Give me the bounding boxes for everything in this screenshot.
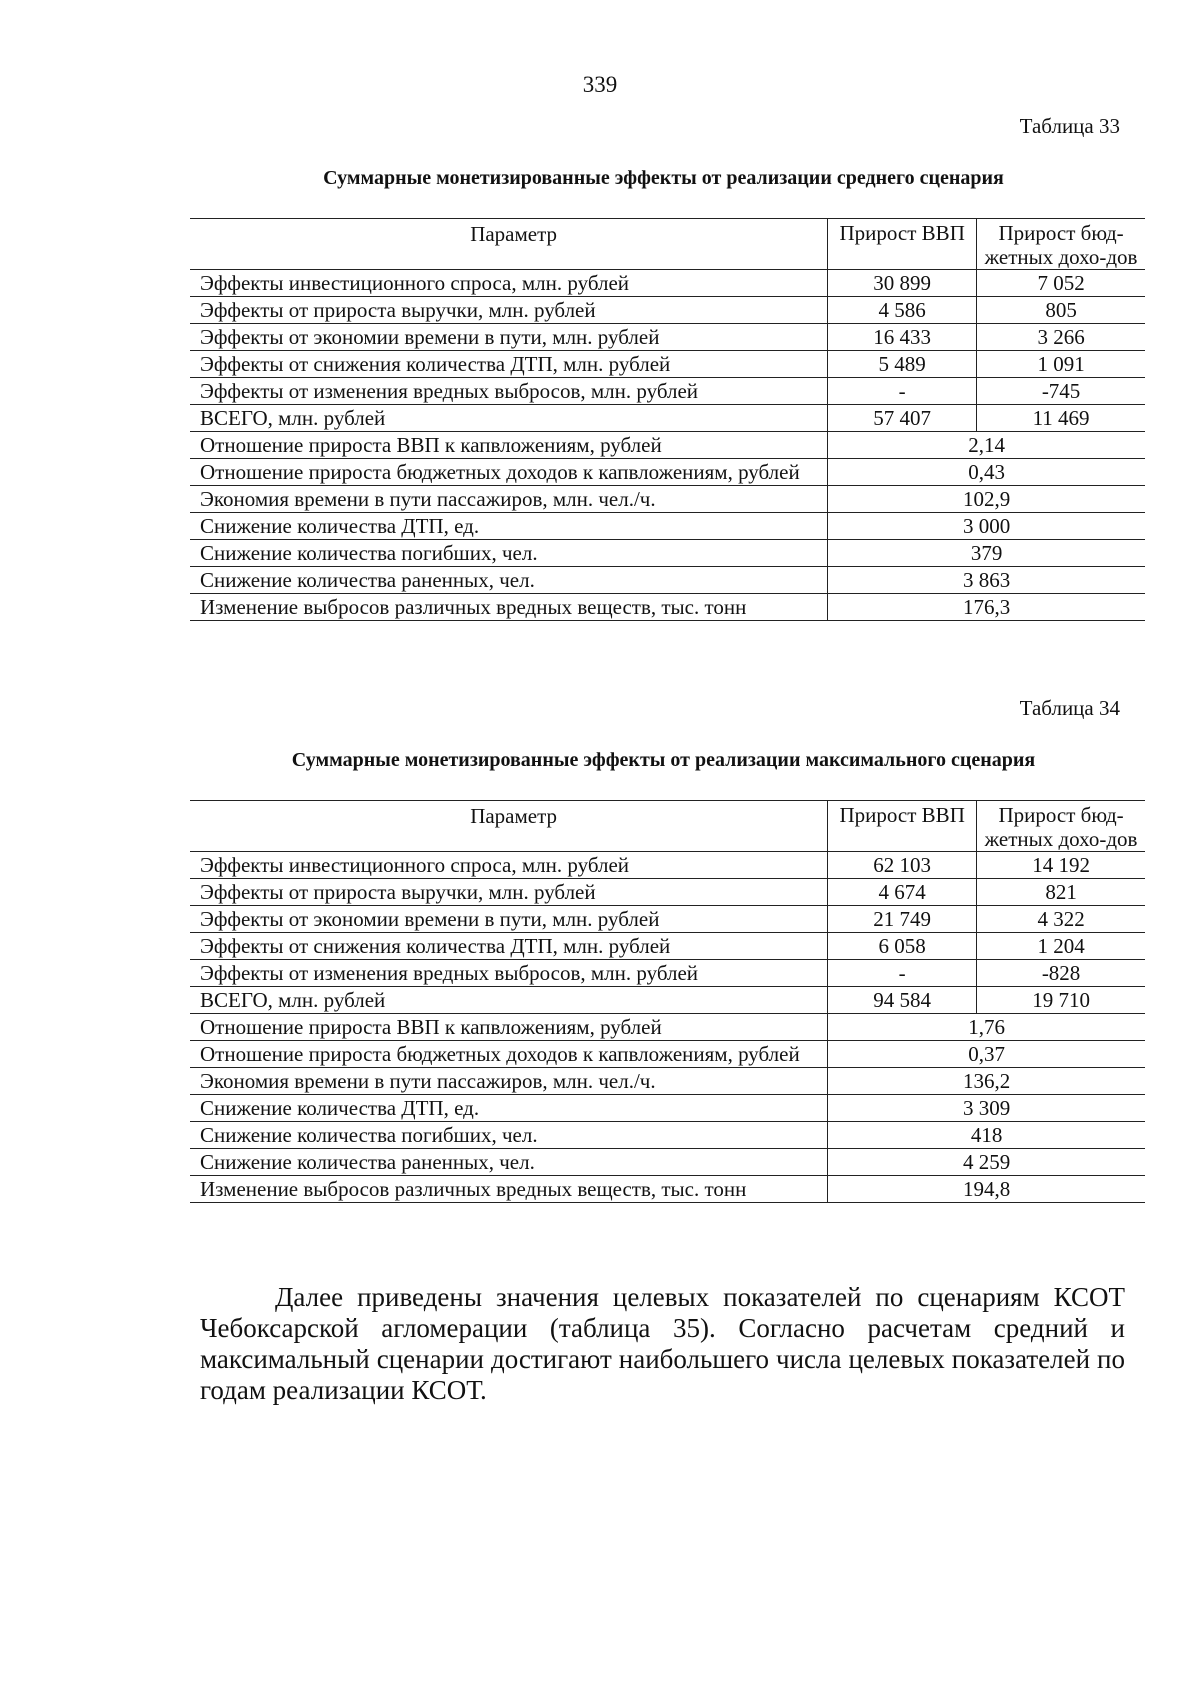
row-gdp-value: - — [828, 378, 977, 405]
table-row — [190, 486, 1145, 513]
table-row — [190, 540, 1145, 567]
header-budget-growth: Прирост бюд-жетных дохо-дов — [977, 801, 1145, 852]
table-header-row — [190, 801, 1145, 852]
table-row — [190, 1041, 1145, 1068]
row-merged-value: 194,8 — [828, 1176, 1145, 1203]
row-gdp-value: 94 584 — [828, 987, 977, 1014]
table-34-label: Таблица 34 — [1019, 696, 1120, 720]
row-budget-value: 1 091 — [977, 351, 1145, 378]
table-row — [190, 1122, 1145, 1149]
row-budget-value: 805 — [977, 297, 1145, 324]
row-merged-value: 0,43 — [828, 459, 1145, 486]
header-gdp-growth: Прирост ВВП — [828, 219, 977, 270]
row-budget-value: 19 710 — [977, 987, 1145, 1014]
table-row — [190, 432, 1145, 459]
header-parameter: Параметр — [190, 801, 828, 852]
row-parameter: Эффекты инвестиционного спроса, млн. рублей — [190, 852, 828, 879]
table-33 — [190, 218, 1145, 621]
table-row — [190, 594, 1145, 621]
table-row — [190, 906, 1145, 933]
table-row — [190, 351, 1145, 378]
header-budget-growth: Прирост бюд-жетных дохо-дов — [977, 219, 1145, 270]
row-parameter: Снижение количества погибших, чел. — [190, 540, 828, 567]
row-parameter: Снижение количества ДТП, ед. — [190, 513, 828, 540]
row-merged-value: 0,37 — [828, 1041, 1145, 1068]
row-parameter: Изменение выбросов различных вредных веществ, тыс. тонн — [190, 1176, 828, 1203]
table-row — [190, 459, 1145, 486]
row-parameter: Эффекты от изменения вредных выбросов, млн. рублей — [190, 960, 828, 987]
table-33-title: Суммарные монетизированные эффекты от реализации среднего сценария — [323, 167, 1004, 189]
table-33-label: Таблица 33 — [1019, 114, 1120, 138]
table-row — [190, 933, 1145, 960]
row-gdp-value: 30 899 — [828, 270, 977, 297]
row-merged-value: 418 — [828, 1122, 1145, 1149]
row-merged-value: 176,3 — [828, 594, 1145, 621]
body-paragraph: Далее приведены значения целевых показателей по сценариям КСОТ Чебоксарской агломерации (таблица 35). Согласно расчетам средний и максимальный сценарии достигают наибольшего числа целевых показателей по годам реализации КСОТ. — [200, 1282, 1125, 1405]
row-gdp-value: 5 489 — [828, 351, 977, 378]
row-parameter: Эффекты от прироста выручки, млн. рублей — [190, 297, 828, 324]
row-budget-value: 14 192 — [977, 852, 1145, 879]
row-parameter: Снижение количества раненных, чел. — [190, 567, 828, 594]
row-merged-value: 136,2 — [828, 1068, 1145, 1095]
row-parameter: Эффекты от прироста выручки, млн. рублей — [190, 879, 828, 906]
row-parameter: Отношение прироста бюджетных доходов к капвложениям, рублей — [190, 459, 828, 486]
row-budget-value: 7 052 — [977, 270, 1145, 297]
row-merged-value: 3 309 — [828, 1095, 1145, 1122]
row-gdp-value: 4 674 — [828, 879, 977, 906]
row-parameter: Снижение количества погибших, чел. — [190, 1122, 828, 1149]
row-budget-value: -828 — [977, 960, 1145, 987]
table-row — [190, 324, 1145, 351]
table-header-row — [190, 219, 1145, 270]
row-parameter: Эффекты от снижения количества ДТП, млн. рублей — [190, 351, 828, 378]
row-gdp-value: 6 058 — [828, 933, 977, 960]
table-row — [190, 1149, 1145, 1176]
table-row — [190, 297, 1145, 324]
table-row — [190, 405, 1145, 432]
row-parameter: Снижение количества раненных, чел. — [190, 1149, 828, 1176]
table-row — [190, 1176, 1145, 1203]
table-row — [190, 960, 1145, 987]
row-parameter: Эффекты от изменения вредных выбросов, млн. рублей — [190, 378, 828, 405]
row-gdp-value: 16 433 — [828, 324, 977, 351]
header-gdp-growth: Прирост ВВП — [828, 801, 977, 852]
table-row — [190, 567, 1145, 594]
row-merged-value: 3 863 — [828, 567, 1145, 594]
row-parameter: Отношение прироста ВВП к капвложениям, рублей — [190, 432, 828, 459]
row-gdp-value: 62 103 — [828, 852, 977, 879]
table-row — [190, 1014, 1145, 1041]
row-merged-value: 3 000 — [828, 513, 1145, 540]
header-parameter: Параметр — [190, 219, 828, 270]
row-parameter: ВСЕГО, млн. рублей — [190, 987, 828, 1014]
table-row — [190, 1068, 1145, 1095]
page-number: 339 — [582, 72, 618, 97]
row-merged-value: 2,14 — [828, 432, 1145, 459]
row-budget-value: 1 204 — [977, 933, 1145, 960]
row-parameter: ВСЕГО, млн. рублей — [190, 405, 828, 432]
row-gdp-value: - — [828, 960, 977, 987]
row-budget-value: 4 322 — [977, 906, 1145, 933]
table-row — [190, 1095, 1145, 1122]
row-budget-value: -745 — [977, 378, 1145, 405]
row-parameter: Эффекты от снижения количества ДТП, млн. рублей — [190, 933, 828, 960]
row-gdp-value: 57 407 — [828, 405, 977, 432]
row-budget-value: 821 — [977, 879, 1145, 906]
table-34-title: Суммарные монетизированные эффекты от реализации максимального сценария — [291, 749, 1036, 771]
row-budget-value: 11 469 — [977, 405, 1145, 432]
row-merged-value: 102,9 — [828, 486, 1145, 513]
row-merged-value: 1,76 — [828, 1014, 1145, 1041]
row-parameter: Экономия времени в пути пассажиров, млн. чел./ч. — [190, 486, 828, 513]
row-parameter: Эффекты от экономии времени в пути, млн. рублей — [190, 324, 828, 351]
table-row — [190, 852, 1145, 879]
table-row — [190, 987, 1145, 1014]
row-parameter: Эффекты инвестиционного спроса, млн. рублей — [190, 270, 828, 297]
row-budget-value: 3 266 — [977, 324, 1145, 351]
table-row — [190, 513, 1145, 540]
row-parameter: Изменение выбросов различных вредных веществ, тыс. тонн — [190, 594, 828, 621]
table-row — [190, 879, 1145, 906]
row-merged-value: 379 — [828, 540, 1145, 567]
row-parameter: Отношение прироста ВВП к капвложениям, рублей — [190, 1014, 828, 1041]
row-parameter: Экономия времени в пути пассажиров, млн. чел./ч. — [190, 1068, 828, 1095]
row-gdp-value: 21 749 — [828, 906, 977, 933]
row-parameter: Отношение прироста бюджетных доходов к капвложениям, рублей — [190, 1041, 828, 1068]
table-34 — [190, 800, 1145, 1203]
table-row — [190, 378, 1145, 405]
row-gdp-value: 4 586 — [828, 297, 977, 324]
row-parameter: Снижение количества ДТП, ед. — [190, 1095, 828, 1122]
row-parameter: Эффекты от экономии времени в пути, млн. рублей — [190, 906, 828, 933]
table-row — [190, 270, 1145, 297]
row-merged-value: 4 259 — [828, 1149, 1145, 1176]
